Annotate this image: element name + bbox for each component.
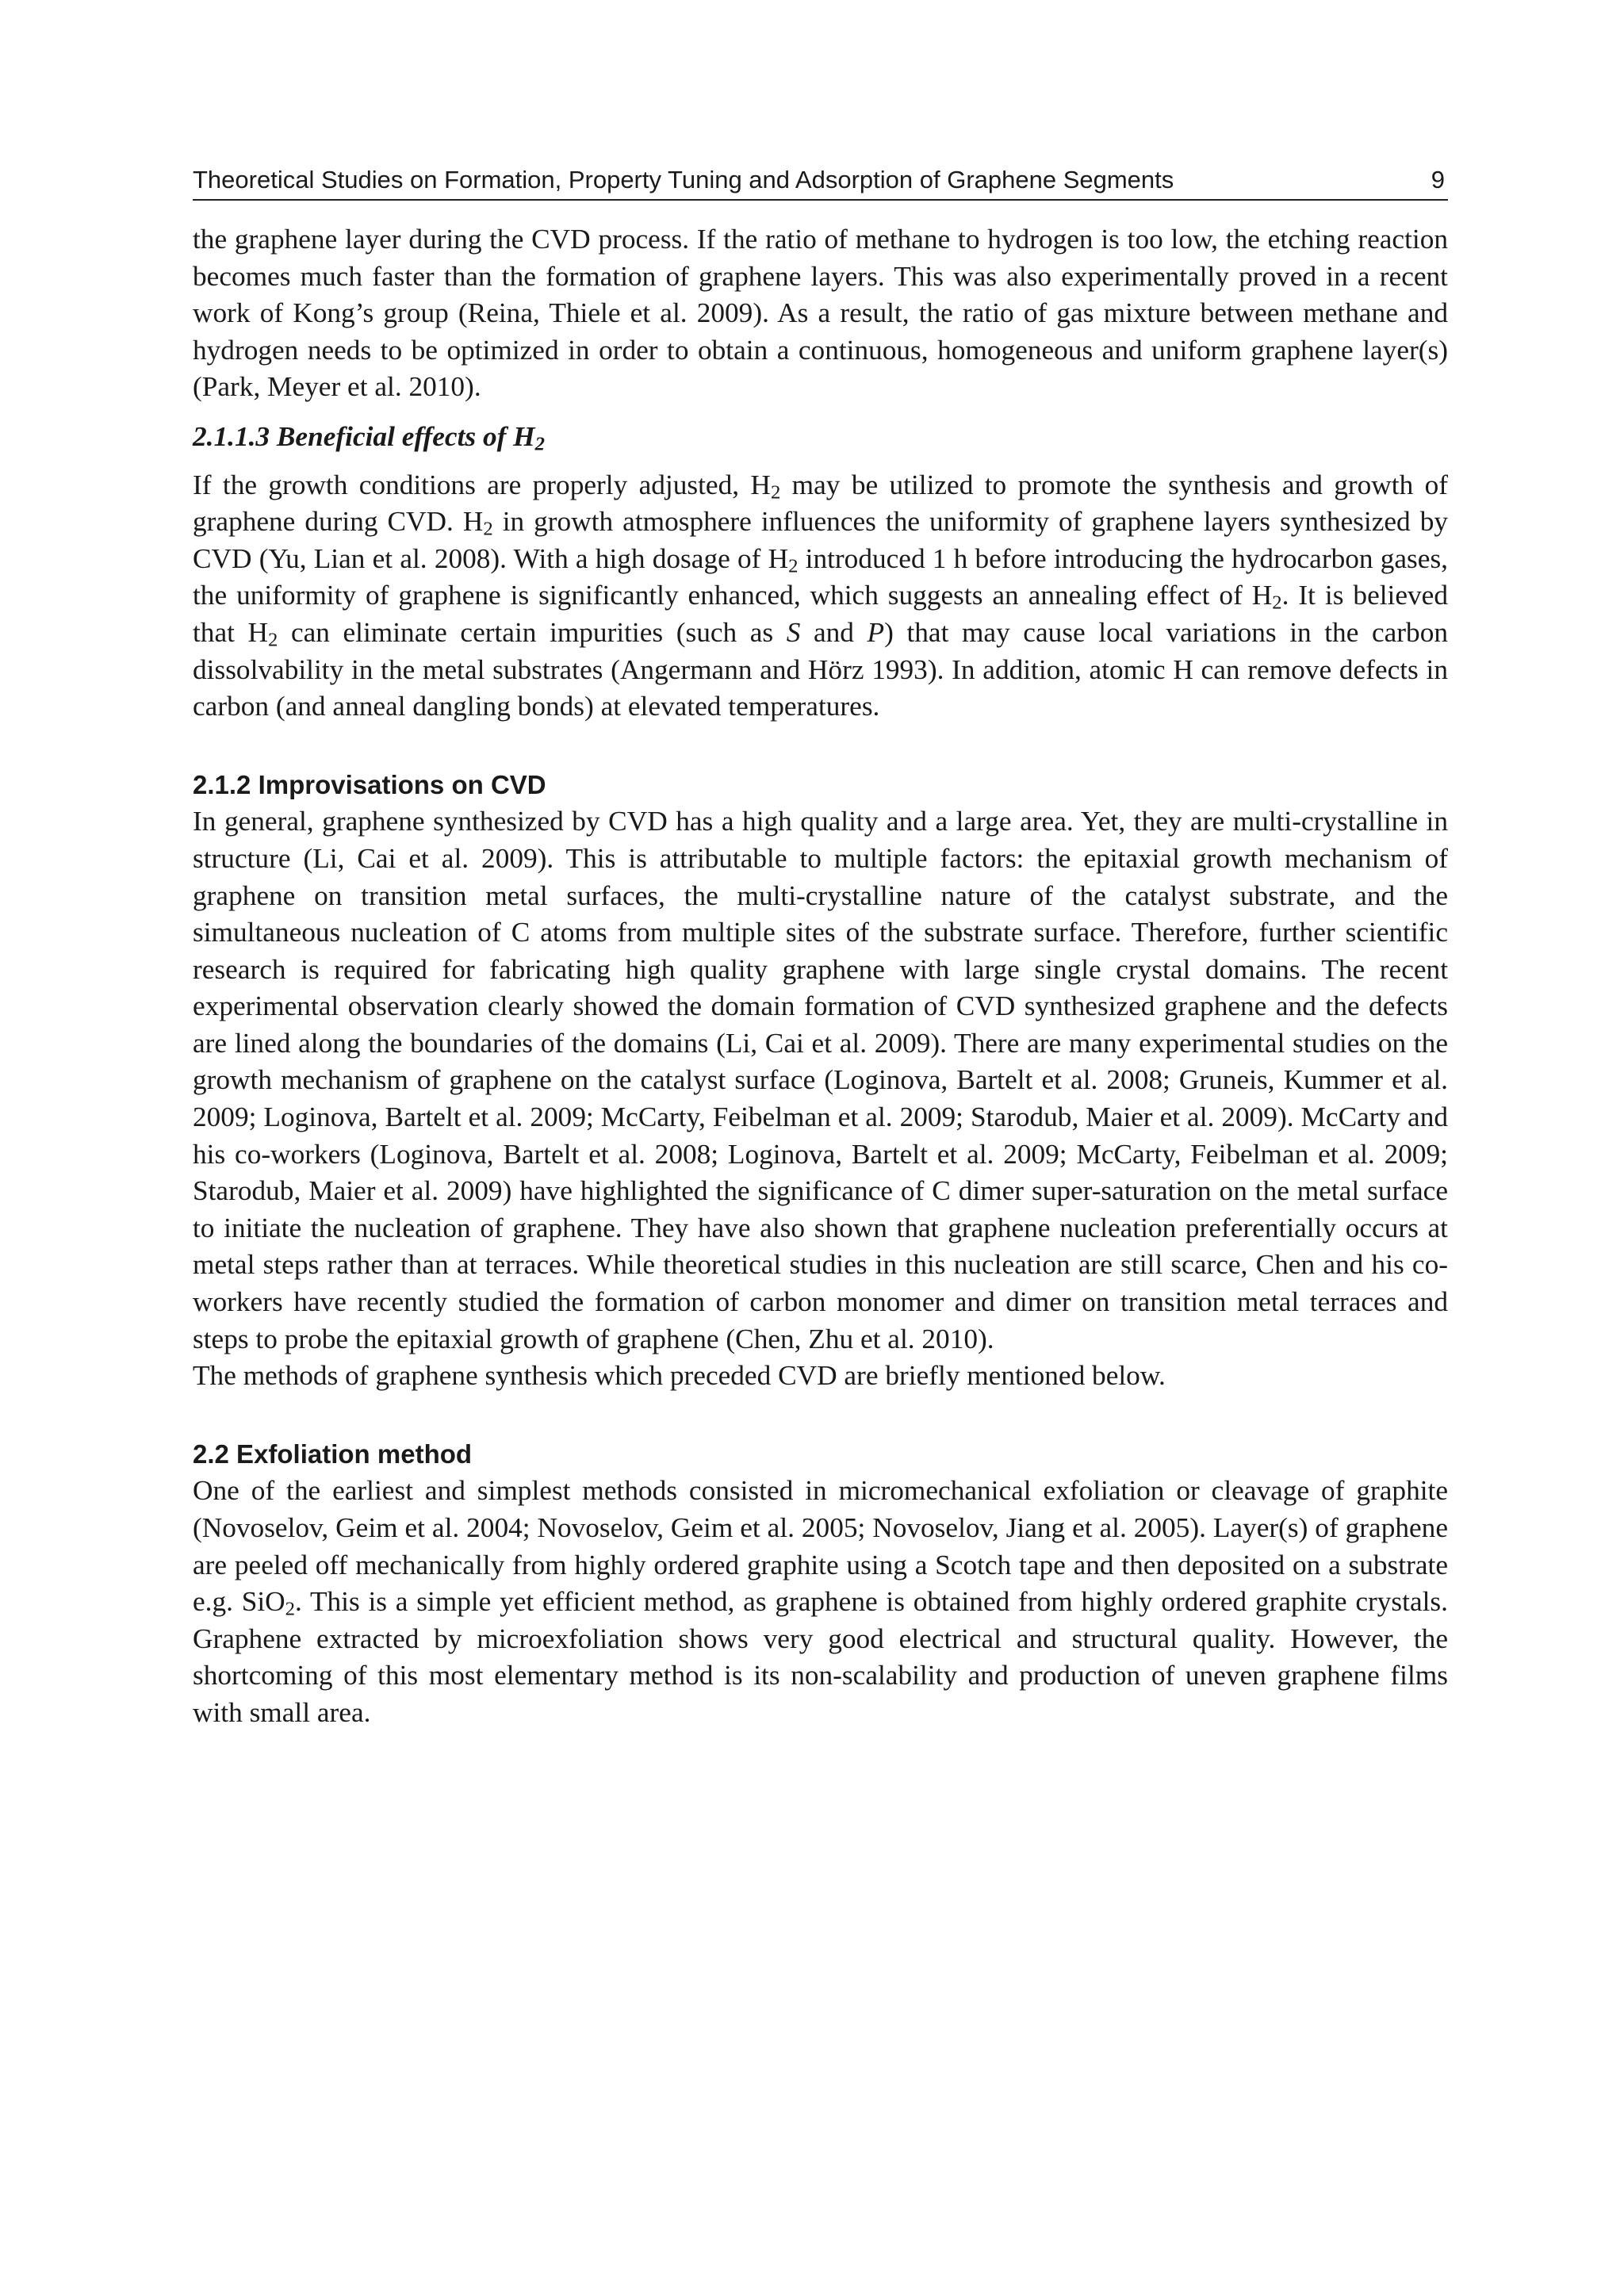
subscript: 2 bbox=[285, 1598, 296, 1620]
paragraph-cvd-ratio: the graphene layer during the CVD process. If the ratio of methane to hydrogen is too low, the etching reaction becomes much faster than the formation of graphene layers. This was also experimentally proved in a recent work of Kong’s group (Reina, Thiele et al. 2009). As a result, the ratio of gas mixture between methane and hydrogen needs to be optimized in order to obtain a continuous, homogeneous and uniform graphene layer(s) (Park, Meyer et al. 2010). bbox=[193, 224, 1448, 403]
running-header-title: Theoretical Studies on Formation, Property Tuning and Adsorption of Graphene Segments bbox=[193, 166, 1174, 193]
page-number: 9 bbox=[1431, 166, 1445, 193]
section-heading-2-2: 2.2 Exfoliation method bbox=[193, 1439, 473, 1469]
subscript: 2 bbox=[770, 481, 781, 503]
heading-text: 2.1.1.3 Beneficial effects of H bbox=[193, 420, 535, 452]
subscript: 2 bbox=[534, 433, 545, 455]
subscript: 2 bbox=[483, 518, 493, 540]
paragraph-methods-preceded: The methods of graphene synthesis which preceded CVD are briefly mentioned below. bbox=[193, 1360, 1166, 1392]
running-header bbox=[193, 163, 1448, 201]
paragraph-improvisations: In general, graphene synthesized by CVD has a high quality and a large area. Yet, they are multi-crystalline in structure (Li, Cai et al. 2009). This is attributable to multiple factors: the epitaxial growth mechanism of graphene on transition metal surfaces, the multi-crystalline nature of the catalyst substrate, and the simultaneous nucleation of C atoms from multiple sites of the substrate surface. Therefore, further scientific research is required for fabricating high quality graphene with large single crystal domains. The recent experimental observation clearly showed the domain formation of CVD synthesized graphene and the defects are lined along the boundaries of the domains (Li, Cai et al. 2009). There are many experimental studies on the growth mechanism of graphene on the catalyst surface (Loginova, Bartelt et al. 2008; Gruneis, Kummer et al. 2009; Loginova, Bartelt et al. 2009; McCarty, Feibelman et al. 2009; Starodub, Maier et al. 2009). McCarty and his co-workers (Loginova, Bartelt et al. 2008; Loginova, Bartelt et al. 2009; McCarty, Feibelman et al. 2009; Starodub, Maier et al. 2009) have highlighted the significance of C dimer super-saturation on the metal surface to initiate the nucleation of graphene. They have also shown that graphene nucleation preferentially occurs at metal steps rather than at terraces. While theoretical studies in this nucleation are still scarce, Chen and his co-workers have recently studied the formation of carbon monomer and dimer on transition metal terraces and steps to probe the epitaxial growth of graphene (Chen, Zhu et al. 2010). bbox=[193, 806, 1448, 1354]
paragraph-exfoliation: One of the earliest and simplest methods consisted in micromechanical exfoliation or cleavage of graphite (Novoselov, Geim et al. 2004; Novoselov, Geim et al. 2005; Novoselov, Jiang et al. 2005). Layer(s) of graphene are peeled off mechanically from highly ordered graphite using a Scotch tape and then deposited on a substrate e.g. SiO$_2$. This is a simple yet efficient method, as graphene is obtained from highly ordered graphite crystals. Graphene extracted by microexfoliation shows very good electrical and structural quality. However, the shortcoming of this most elementary method is its non-scalability and production of uneven graphene films with small area. bbox=[193, 1475, 1448, 1728]
italic-symbol: P bbox=[867, 616, 885, 648]
page-content bbox=[193, 221, 1448, 1732]
subscript: 2 bbox=[788, 555, 799, 577]
subscript: 2 bbox=[268, 629, 278, 651]
document-page bbox=[193, 163, 1448, 1732]
paragraph-h2-effects: If the growth conditions are properly adjusted, $H_2$ may be utilized to promote the synthesis and growth of graphene during CVD. $H_2$ in growth atmosphere influences the uniformity of graphene layers synthesized by CVD (Yu, Lian et al. 2008). With a high dosage of $H_2$ introduced 1 h before introducing the hydrocarbon gases, the uniformity of graphene is significantly enhanced, which suggests an annealing effect of $H_2$. It is believed that $H_2$ can eliminate certain impurities (such as S and P) that may cause local variations in the carbon dissolvability in the metal substrates (Angermann and Hörz 1993). In addition, atomic H can remove defects in carbon (and anneal dangling bonds) at elevated temperatures. bbox=[193, 469, 1449, 722]
italic-symbol: S bbox=[786, 616, 801, 648]
subsection-heading-2-1-1-3 bbox=[193, 419, 1448, 456]
subscript: 2 bbox=[1272, 592, 1282, 614]
section-heading-2-1-2: 2.1.2 Improvisations on CVD bbox=[193, 769, 546, 799]
